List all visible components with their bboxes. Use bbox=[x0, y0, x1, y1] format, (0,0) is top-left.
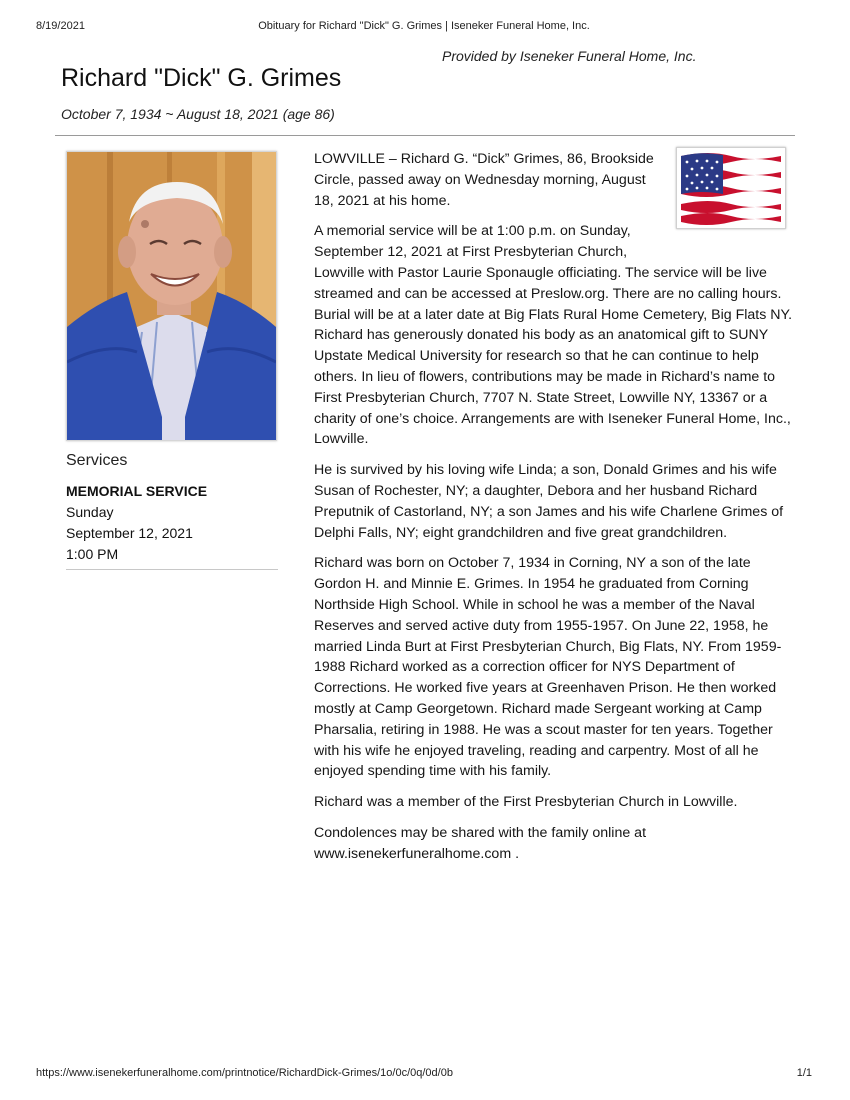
provided-by: Provided by Iseneker Funeral Home, Inc. bbox=[442, 48, 697, 64]
paragraph-memorial-lead: A memorial service will be at 1:00 p.m. on Sunday, September 12, 2021 at First Presbyterian Church, bbox=[314, 223, 631, 261]
print-title: Obituary for Richard "Dick" G. Grimes | Iseneker Funeral Home, Inc. bbox=[258, 20, 590, 32]
page-number: 1/1 bbox=[796, 1067, 812, 1079]
service-title: MEMORIAL SERVICE bbox=[66, 483, 208, 499]
print-url: https://www.isenekerfuneralhome.com/printnotice/RichardDick-Grimes/1o/0c/0q/0d/0b bbox=[36, 1067, 453, 1079]
obituary-name: Richard "Dick" G. Grimes bbox=[61, 64, 342, 92]
services-divider bbox=[66, 569, 278, 570]
paragraph-condolences: Condolences may be shared with the family online at www.isenekerfuneralhome.com . bbox=[314, 824, 647, 862]
paragraph-memorial bbox=[314, 221, 794, 450]
print-header bbox=[36, 20, 812, 34]
service-date: September 12, 2021 bbox=[66, 525, 193, 541]
obituary-text bbox=[314, 149, 794, 875]
paragraph-church: Richard was a member of the First Presbyterian Church in Lowville. bbox=[314, 794, 738, 811]
paragraph-biography: Richard was born on October 7, 1934 in Corning, NY a son of the late Gordon H. and Minnie E. Grimes. In 1954 he graduated from Corning Northside High School. While in school he was a member of the Naval Reserves and served active duty from 1955-1957. On June 22, 1958, he married Linda Burt at First Presbyterian Church, Big Flats, NY. From 1959-1988 Richard worked as a correction officer for NYS Department of Corrections. He worked five years at Greenhaven Prison. He then worked mostly at Camp Georgetown. Richard made Sergeant working at Camp Pharsalia, retiring in 1988. He was a scout master for ten years. Together with his wife he enjoyed traveling, reading and carpentry. Most of all he enjoyed spending time with his family. bbox=[314, 555, 782, 780]
paragraph-survivors: He is survived by his loving wife Linda; a son, Donald Grimes and his wife Susan of Rochester, NY; a daughter, Debora and her husband Richard Preputnik of Castorland, NY; a son James and his wife Charlene Grimes of Delphi Falls, NY; eight grandchildren and five great grandchildren. bbox=[314, 462, 784, 541]
service-day: Sunday bbox=[66, 504, 114, 520]
obituary-dates: October 7, 1934 ~ August 18, 2021 (age 86) bbox=[61, 106, 335, 122]
services-heading: Services bbox=[66, 452, 128, 469]
paragraph-memorial-body: Lowville with Pastor Laurie Sponaugle officiating. The service will be live streamed and can be accessed at Preslow.org. There are no calling hours. Burial will be at a later date at Big Flats Rural Home Cemetery, Big Flats NY. Richard has generously donated his body as an anatomical gift to SUNY Upstate Medical University for research so that he can continue to help others. In lieu of flowers, contributions may be made in Richard’s name to First Presbyterian Church, 7707 N. State Street, Lowville NY, 13367 or a charity of one’s choice. Arrangements are with Iseneker Funeral Home, Inc., Lowville. bbox=[314, 264, 793, 448]
header-divider bbox=[55, 135, 795, 136]
paragraph-intro: LOWVILLE – Richard G. “Dick” Grimes, 86, Brookside Circle, passed away on Wednesday morning, August 18, 2021 at his home. bbox=[314, 151, 654, 209]
portrait-photo bbox=[66, 151, 277, 441]
service-time: 1:00 PM bbox=[66, 546, 119, 562]
print-date: 8/19/2021 bbox=[36, 20, 85, 32]
